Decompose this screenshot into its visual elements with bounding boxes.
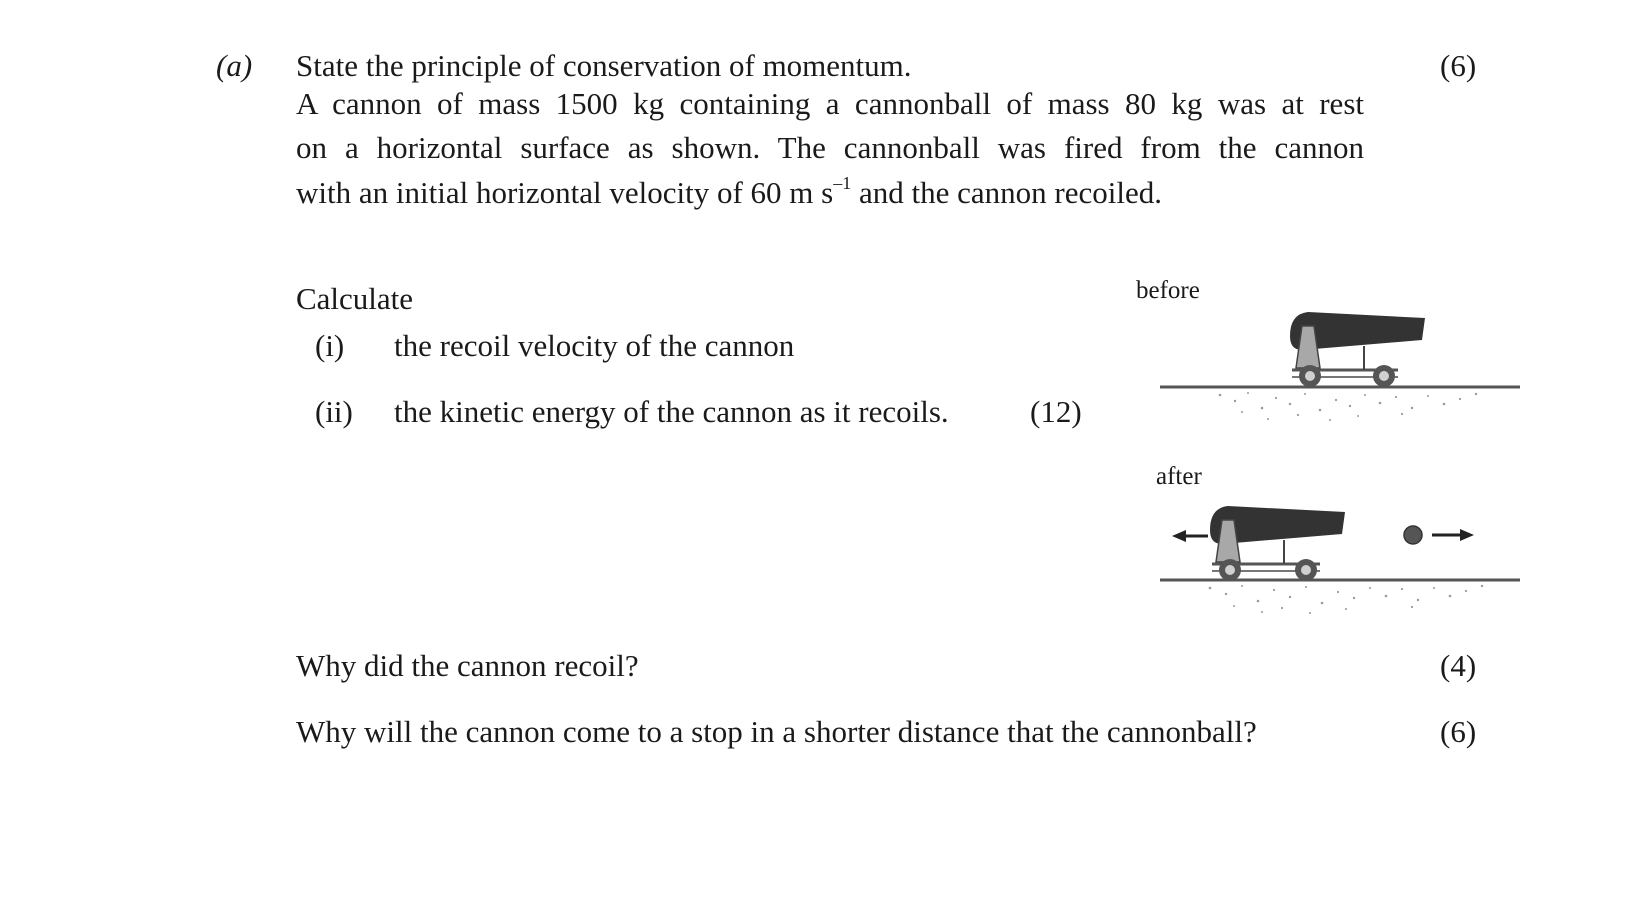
before-label: before — [1136, 277, 1200, 304]
why-recoil-marks: (4) — [1440, 648, 1477, 683]
calculate-label: Calculate — [296, 281, 414, 316]
scenario-line-3-end: and the cannon recoiled. — [851, 175, 1162, 210]
sub-item-i-number: (i) — [315, 328, 345, 363]
scenario-line-3 — [296, 171, 1364, 215]
sub-item-ii-text: the kinetic energy of the cannon as it recoils. — [394, 394, 949, 429]
principle-statement: State the principle of conservation of momentum. — [296, 48, 912, 83]
why-stop-question: Why will the cannon come to a stop in a shorter distance that the cannonball? — [296, 714, 1257, 749]
part-label: (a) — [216, 48, 253, 83]
cannonball — [1404, 526, 1422, 544]
statement-marks: (6) — [1440, 48, 1477, 83]
sub-item-ii-number: (ii) — [315, 394, 353, 429]
after-label: after — [1156, 463, 1202, 490]
velocity-unit-exponent: –1 — [833, 173, 852, 193]
cannonball-arrow-icon — [1432, 529, 1474, 541]
sub-item-i-text: the recoil velocity of the cannon — [394, 328, 795, 363]
scenario-line-3-start: with an initial horizontal velocity of 60 m s — [296, 175, 834, 210]
scenario-line-1: A cannon of mass 1500 kg containing a cannonball of mass 80 kg was at rest — [296, 86, 1364, 121]
ground-line-after — [1160, 580, 1520, 614]
ground-line-before — [1160, 387, 1520, 421]
cannon-after-diagram — [1150, 490, 1530, 620]
scenario-line-2: on a horizontal surface as shown. The cannonball was fired from the cannon — [296, 130, 1364, 165]
why-stop-marks: (6) — [1440, 714, 1477, 749]
cannon-before-diagram — [1150, 300, 1530, 430]
recoil-arrow-icon — [1172, 530, 1208, 542]
calculate-marks: (12) — [1030, 394, 1082, 429]
why-recoil-question: Why did the cannon recoil? — [296, 648, 639, 683]
cannon-after — [1210, 506, 1345, 581]
cannon-before — [1290, 312, 1425, 387]
